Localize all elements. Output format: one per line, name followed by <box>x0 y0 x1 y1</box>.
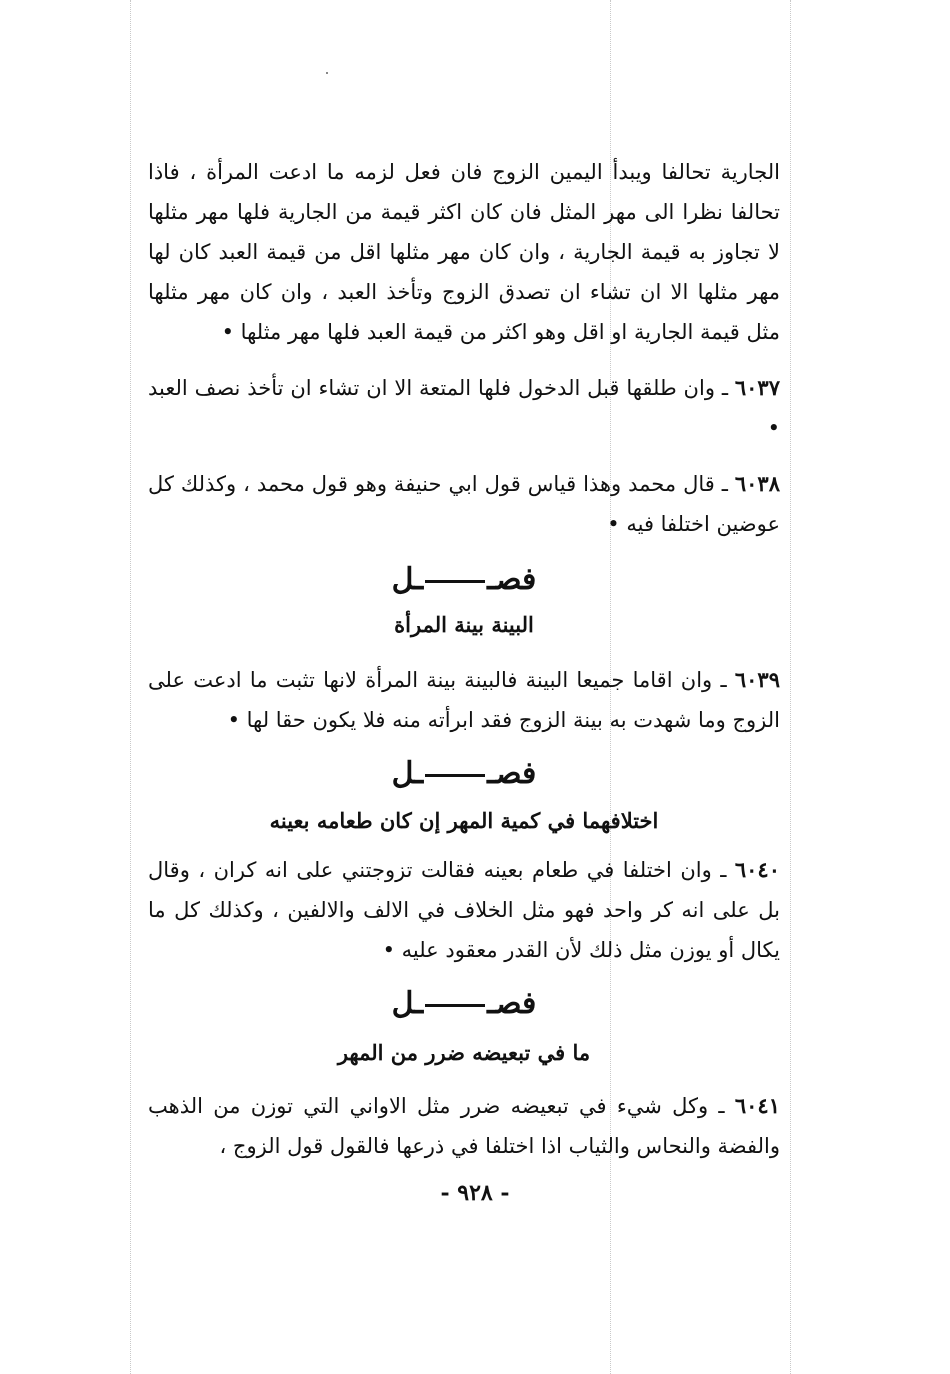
paragraph-6038 <box>148 464 780 544</box>
paragraph-6037 <box>148 368 780 448</box>
section-heading-fasl: فصــل <box>391 562 537 597</box>
scan-artifact-line <box>130 0 131 1374</box>
section-title: ما في تبعيضه ضرر من المهر <box>337 1040 591 1065</box>
kashida-line <box>425 1004 485 1007</box>
paragraph-number: ٦٠٤١ <box>734 1093 780 1118</box>
paragraph-number: ٦٠٣٧ <box>734 375 780 400</box>
paragraph-intro <box>148 152 780 352</box>
scan-artifact-line <box>790 0 791 1374</box>
paragraph-text: ـ وان اقاما جميعا البينة فالبينة بينة المرأة لانها تثبت ما ادعت على الزوج وما شهدت به بينة الزوج فقد ابرأته منه فلا يكون حقا لها • <box>148 668 780 732</box>
section-title: اختلافهما في كمية المهر إن كان طعامه بعينه <box>269 808 659 833</box>
section-title: البينة بينة المرأة <box>394 612 534 637</box>
page-number: - ٩٢٨ - <box>440 1180 510 1206</box>
kashida-line <box>425 774 485 777</box>
paragraph-6039 <box>148 660 780 740</box>
paragraph-text: ـ قال محمد وهذا قياس قول ابي حنيفة وهو قول محمد ، وكذلك كل عوضين اختلفا فيه • <box>148 472 780 536</box>
section-heading-fasl: فصــل <box>391 986 537 1021</box>
paragraph-intro-text: الجارية تحالفا ويبدأ اليمين الزوج فان فعل لزمه ما ادعت المرأة ، فاذا تحالفا نظرا الى مهر المثل فان كان اكثر قيمة من الجارية فلها مهر مثلها لا تجاوز به قيمة الجارية ، وان كان مهر مثلها اقل من قيمة العبد كان لها مهر مثلها الا ان تشاء ان تصدق الزوج وتأخذ العبد ، وان كان مهر مثلها مثل قيمة الجارية او اقل وهو اكثر من قيمة العبد فلها مهر مثلها • <box>148 160 780 344</box>
paragraph-6041 <box>148 1086 780 1166</box>
paragraph-text: ـ وكل شيء في تبعيضه ضرر مثل الاواني التي توزن من الذهب والفضة والنحاس والثياب اذا اختلفا في ذرعها فالقول قول الزوج ، <box>148 1094 780 1158</box>
section-heading-fasl: فصــل <box>391 756 537 791</box>
paragraph-text: ـ وان اختلفا في طعام بعينه فقالت تزوجتني على انه كران ، وقال بل على انه كر واحد فهو مثل الخلاف في الالف والالفين ، وكذلك كل ما يكال أو يوزن مثل ذلك لأن القدر معقود عليه • <box>148 858 780 962</box>
scan-artifact-dot <box>326 72 328 74</box>
paragraph-number: ٦٠٤٠ <box>734 857 780 882</box>
kashida-line <box>425 580 485 583</box>
paragraph-text: ـ وان طلقها قبل الدخول فلها المتعة الا ان تشاء ان تأخذ نصف العبد • <box>148 376 780 440</box>
paragraph-6040 <box>148 850 780 970</box>
paragraph-number: ٦٠٣٨ <box>734 471 780 496</box>
paragraph-number: ٦٠٣٩ <box>734 667 780 692</box>
